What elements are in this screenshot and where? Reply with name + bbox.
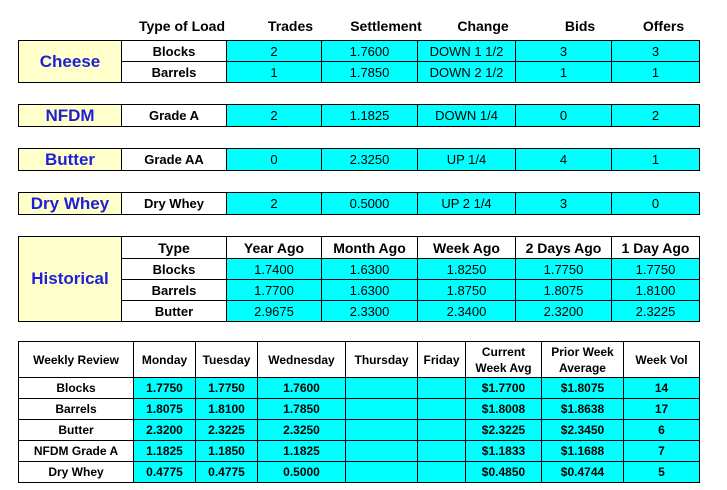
nfdm-label: NFDM [19,105,122,127]
weekly-cell: 2.3250 [258,420,346,441]
cheese-barrels-trades: 1 [227,62,322,83]
weekly-cell [346,441,418,462]
weekly-cell: 2.3200 [134,420,196,441]
market-header [18,13,699,39]
historical-row-type: Barrels [122,280,227,301]
butter-label: Butter [19,149,122,171]
weekly-cell: 5 [624,462,700,483]
cheese-barrels-type: Barrels [122,62,227,83]
nfdm-table [18,104,700,127]
drywhey-bids: 3 [516,193,612,215]
weekly-row-name: Blocks [19,378,134,399]
weekly-cell [418,378,466,399]
cheese-blocks-offers: 3 [612,41,700,62]
weekly-cell [418,399,466,420]
weekly-cell: 0.4775 [196,462,258,483]
weekly-cell [346,420,418,441]
weekly-cell: 1.8075 [134,399,196,420]
weekly-cell [346,462,418,483]
historical-cell: 1.7400 [227,259,322,280]
drywhey-offers: 0 [612,193,700,215]
drywhey-change: UP 2 1/4 [418,193,516,215]
weekly-cell: 6 [624,420,700,441]
weekly-header-prior-avg: Prior Week Average [542,342,624,378]
historical-header-one-day-ago: 1 Day Ago [612,237,700,259]
weekly-header-review: Weekly Review [19,342,134,378]
weekly-cell: 17 [624,399,700,420]
nfdm-trades: 2 [227,105,322,127]
weekly-cell: $1.7700 [466,378,542,399]
header-offers: Offers [642,18,685,34]
historical-cell: 1.7750 [516,259,612,280]
weekly-cell: $1.8075 [542,378,624,399]
drywhey-label: Dry Whey [19,193,122,215]
weekly-cell: 0.5000 [258,462,346,483]
header-type-of-load: Type of Load [138,18,226,34]
nfdm-settlement: 1.1825 [322,105,418,127]
weekly-cell: $2.3225 [466,420,542,441]
weekly-header-monday: Monday [134,342,196,378]
historical-cell: 2.9675 [227,301,322,322]
butter-change: UP 1/4 [418,149,516,171]
historical-cell: 1.7700 [227,280,322,301]
cheese-blocks-trades: 2 [227,41,322,62]
drywhey-table [18,192,700,215]
cheese-table [18,40,700,83]
drywhey-trades: 2 [227,193,322,215]
historical-table [18,236,700,322]
weekly-cell [418,441,466,462]
historical-header-two-days-ago: 2 Days Ago [516,237,612,259]
weekly-header-thursday: Thursday [346,342,418,378]
weekly-cell: $1.8008 [466,399,542,420]
weekly-cell: 1.8100 [196,399,258,420]
weekly-cell: $0.4850 [466,462,542,483]
historical-cell: 2.3300 [322,301,418,322]
weekly-header-current-avg: Current Week Avg [466,342,542,378]
weekly-row-name: Barrels [19,399,134,420]
historical-cell: 2.3200 [516,301,612,322]
weekly-cell: 1.7600 [258,378,346,399]
historical-row-type: Blocks [122,259,227,280]
weekly-review-table [18,341,700,483]
historical-cell: 1.8750 [418,280,516,301]
weekly-cell: $2.3450 [542,420,624,441]
historical-header-type: Type [122,237,227,259]
drywhey-settlement: 0.5000 [322,193,418,215]
butter-table [18,148,700,171]
historical-cell: 1.6300 [322,280,418,301]
weekly-cell: $1.1833 [466,441,542,462]
historical-cell: 2.3225 [612,301,700,322]
historical-cell: 1.8250 [418,259,516,280]
weekly-cell [418,420,466,441]
cheese-blocks-settlement: 1.7600 [322,41,418,62]
weekly-cell: $1.1688 [542,441,624,462]
nfdm-bids: 0 [516,105,612,127]
weekly-cell: 2.3225 [196,420,258,441]
weekly-header-week-vol: Week Vol [624,342,700,378]
weekly-header-wednesday: Wednesday [258,342,346,378]
nfdm-offers: 2 [612,105,700,127]
weekly-cell: 7 [624,441,700,462]
weekly-cell: $0.4744 [542,462,624,483]
historical-cell: 1.7750 [612,259,700,280]
weekly-cell: 1.1825 [258,441,346,462]
weekly-cell: 1.7750 [196,378,258,399]
historical-header-year-ago: Year Ago [227,237,322,259]
cheese-blocks-bids: 3 [516,41,612,62]
header-settlement: Settlement [350,18,422,34]
drywhey-type: Dry Whey [122,193,227,215]
weekly-cell: 1.7750 [134,378,196,399]
weekly-cell: 1.1825 [134,441,196,462]
weekly-header-tuesday: Tuesday [196,342,258,378]
weekly-cell: 1.7850 [258,399,346,420]
weekly-cell: $1.8638 [542,399,624,420]
weekly-cell [346,378,418,399]
historical-row-type: Butter [122,301,227,322]
butter-type: Grade AA [122,149,227,171]
cheese-label: Cheese [19,41,122,83]
weekly-row-name: NFDM Grade A [19,441,134,462]
butter-bids: 4 [516,149,612,171]
weekly-row-name: Butter [19,420,134,441]
weekly-cell: 0.4775 [134,462,196,483]
weekly-cell [346,399,418,420]
weekly-cell: 1.1850 [196,441,258,462]
nfdm-type: Grade A [122,105,227,127]
historical-label: Historical [19,237,122,322]
header-trades: Trades [267,18,314,34]
historical-cell: 1.8075 [516,280,612,301]
header-bids: Bids [564,18,596,34]
nfdm-change: DOWN 1/4 [418,105,516,127]
cheese-barrels-settlement: 1.7850 [322,62,418,83]
butter-offers: 1 [612,149,700,171]
cheese-barrels-bids: 1 [516,62,612,83]
weekly-header-friday: Friday [418,342,466,378]
butter-trades: 0 [227,149,322,171]
historical-cell: 1.6300 [322,259,418,280]
butter-settlement: 2.3250 [322,149,418,171]
historical-cell: 2.3400 [418,301,516,322]
cheese-barrels-offers: 1 [612,62,700,83]
historical-header-month-ago: Month Ago [322,237,418,259]
cheese-blocks-type: Blocks [122,41,227,62]
weekly-cell [418,462,466,483]
weekly-cell: 14 [624,378,700,399]
weekly-row-name: Dry Whey [19,462,134,483]
historical-header-week-ago: Week Ago [418,237,516,259]
cheese-barrels-change: DOWN 2 1/2 [418,62,516,83]
cheese-blocks-change: DOWN 1 1/2 [418,41,516,62]
historical-cell: 1.8100 [612,280,700,301]
header-change: Change [457,18,509,34]
